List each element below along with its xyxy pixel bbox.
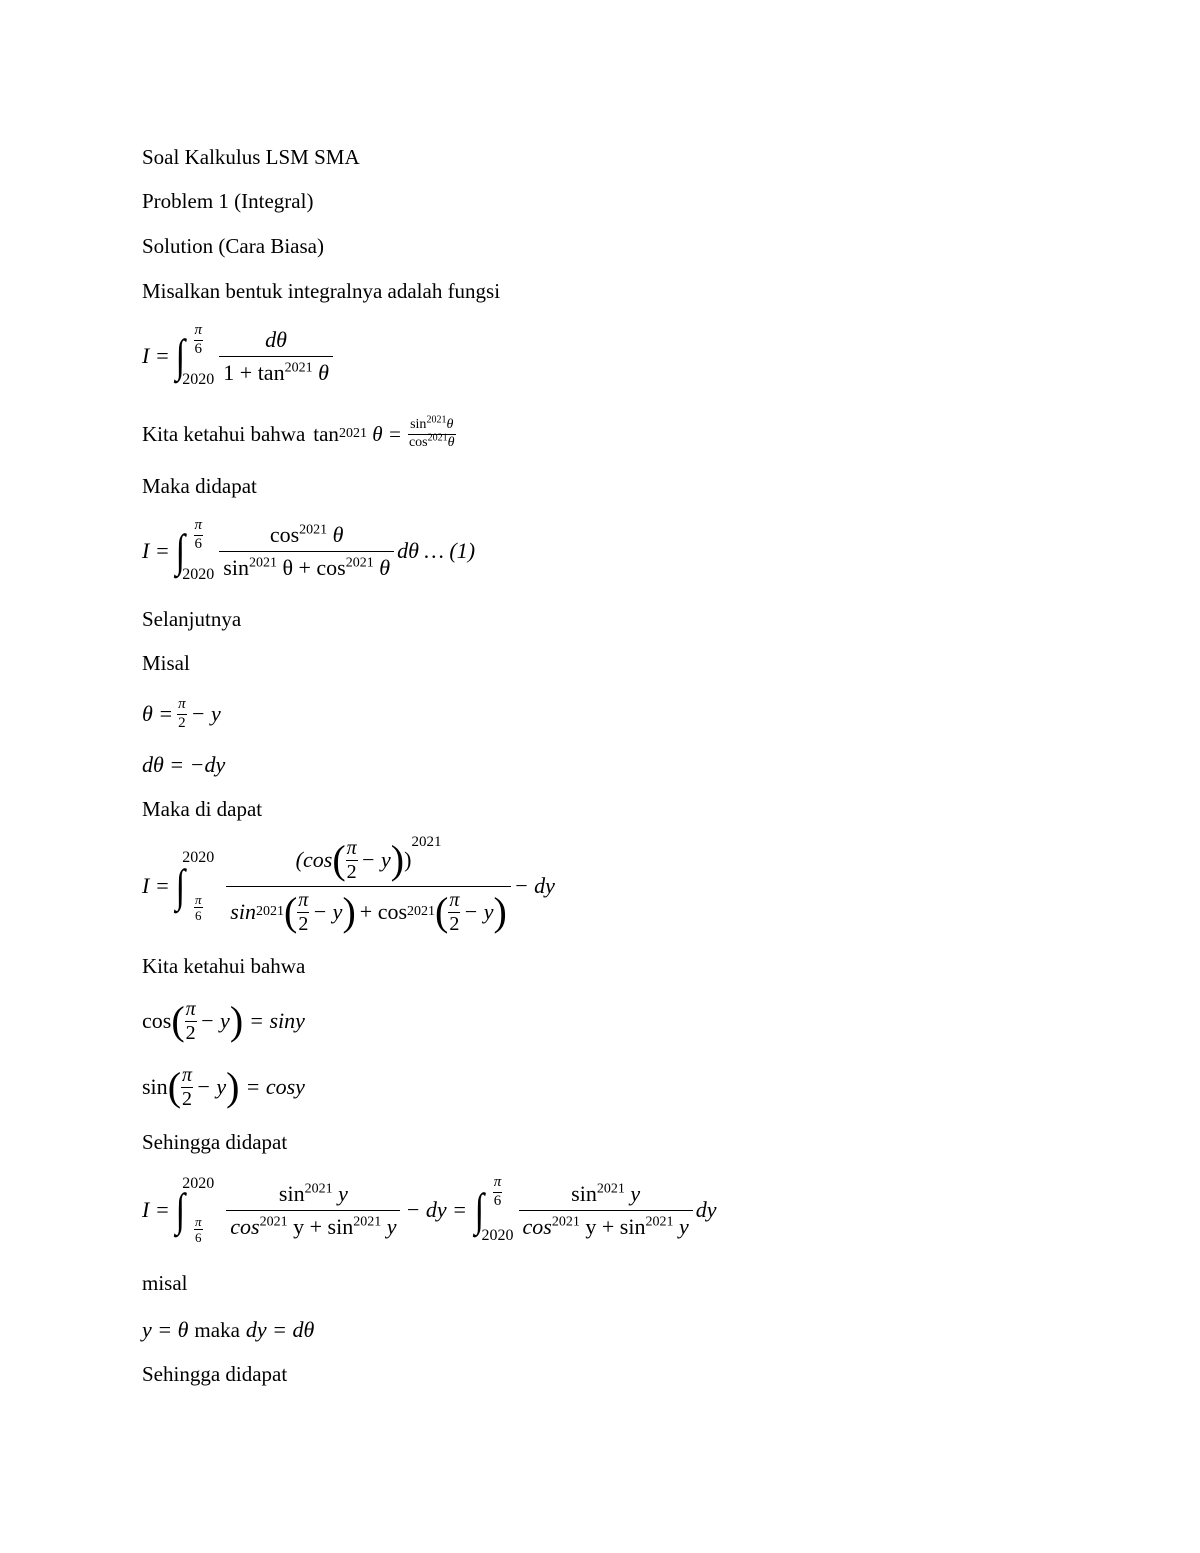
eq3-den-a: sin xyxy=(230,899,256,924)
eq3-num-y: − y xyxy=(360,847,391,872)
sub3-b: maka xyxy=(194,1317,240,1342)
id1-two: 2 xyxy=(185,1021,196,1044)
eq2-lhs: I = xyxy=(142,538,170,563)
tan-lhs-b: θ = xyxy=(372,421,402,446)
id1-fn: cos xyxy=(142,1008,172,1033)
eq3-num-2: 2 xyxy=(346,860,357,883)
sub3-c: dy = dθ xyxy=(245,1317,315,1342)
sehingga-didapat-1: Sehingga didapat xyxy=(142,1130,288,1154)
eq3-den-2: 2 xyxy=(449,912,460,935)
eq2-fraction xyxy=(219,522,394,581)
eq3-fraction: (cos ( π 2 − y ) ) $^{2021}$ sin 2021 ( π 2 − y ) + cos 2021 ( π 2 − y ) xyxy=(226,838,511,935)
eq2-den-exp2: 2021 xyxy=(345,555,374,571)
eq2-num-a: cos xyxy=(269,521,300,547)
tan-den-exp: 2021 xyxy=(427,431,448,443)
eq4-lhs: I = xyxy=(142,1197,170,1222)
kita-ketahui-bahwa-2: Kita ketahui bahwa xyxy=(142,954,306,978)
solution-heading: Solution (Cara Biasa) xyxy=(142,234,324,258)
eq3-den-pi: π xyxy=(449,888,460,911)
equation-4 xyxy=(142,1168,717,1252)
selanjutnya-text: Selanjutnya xyxy=(142,607,242,631)
eq3-num-pi: π xyxy=(346,836,357,859)
eq3-den-plus: + cos xyxy=(359,899,408,924)
eq2-upper-limit: π xyxy=(194,517,203,533)
eq4-den1-b: y + sin xyxy=(293,1213,354,1239)
sub1-fraction xyxy=(177,697,187,732)
misal-text-2: misal xyxy=(142,1271,188,1295)
eq3-num-a: (cos xyxy=(295,847,333,872)
id2-pi: π xyxy=(182,1063,193,1086)
eq4-lower-limit-1: π xyxy=(195,1213,202,1229)
eq4-den2-c: y xyxy=(678,1213,689,1239)
tan-intro-text: Kita ketahui bahwa xyxy=(142,421,306,446)
eq4-num1-exp: 2021 xyxy=(304,1181,333,1197)
eq4-den1-exp2: 2021 xyxy=(353,1214,382,1230)
eq4-lower-den-1: 6 xyxy=(195,1230,202,1246)
misal-text-1: Misal xyxy=(142,651,190,675)
substitution-dtheta: dθ = −dy xyxy=(142,752,226,777)
eq3-num-close: ) xyxy=(404,847,412,872)
eq4-tail: dy xyxy=(695,1197,717,1222)
eq2-num-exp: 2021 xyxy=(299,522,328,538)
eq1-numerator: dθ xyxy=(265,326,287,352)
eq1-lhs: I = xyxy=(142,343,170,368)
eq4-den2-exp2: 2021 xyxy=(645,1214,674,1230)
eq4-den2-b: y + sin xyxy=(585,1213,646,1239)
eq1-den-b: θ xyxy=(318,359,329,385)
eq3-lhs: I = xyxy=(142,873,170,898)
eq4-upper-limit-2: π xyxy=(493,1174,502,1190)
substitution-y-theta xyxy=(142,1315,314,1345)
id2-two: 2 xyxy=(182,1087,193,1110)
tan-identity-line: Kita ketahui bahwa tan 2021 θ = $\frac{\sin^{2021}\theta}{\cos^{2021}\theta}$ xyxy=(142,414,455,450)
eq1-fraction xyxy=(219,327,333,386)
problem-heading: Problem 1 (Integral) xyxy=(142,189,314,213)
eq2-num-b: θ xyxy=(332,521,344,547)
maka-di-dapat: Maka di dapat xyxy=(142,797,263,821)
substitution-theta xyxy=(142,692,221,736)
sub1-den: 2 xyxy=(178,714,186,731)
eq4-den1-exp1: 2021 xyxy=(259,1214,288,1230)
eq4-integral-2: ∫ π 6 2020 xyxy=(474,1174,514,1244)
eq2-den-a: sin xyxy=(223,554,249,580)
identity-sin: sin ( π 2 − y ) = cosy xyxy=(142,1063,305,1110)
sehingga-didapat-2: Sehingga didapat xyxy=(142,1362,288,1386)
eq3-upper-limit: 2020 xyxy=(182,849,215,866)
eq4-num2-exp: 2021 xyxy=(596,1181,625,1197)
eq2-den-exp1: 2021 xyxy=(248,555,277,571)
eq3-integral: ∫ 2020 π 6 xyxy=(175,849,215,924)
eq4-den1-c: y xyxy=(386,1213,397,1239)
eq2-lower-limit: 2020 xyxy=(182,566,215,583)
sub1-num: π xyxy=(178,695,186,712)
eq4-fraction-2 xyxy=(519,1181,693,1240)
intro-text: Misalkan bentuk integralnya adalah fungsi xyxy=(142,279,501,303)
eq3-lower-den: 6 xyxy=(195,908,202,924)
id2-fn: sin xyxy=(142,1074,168,1099)
eq4-mid: − dy = xyxy=(405,1197,467,1222)
eq2-den-c: θ xyxy=(379,554,391,580)
eq2-tail: dθ … (1) xyxy=(397,538,476,563)
tan-num-b: θ xyxy=(446,416,454,432)
eq2-integral: ∫ π 6 2020 xyxy=(175,517,215,583)
tan-den-b: θ xyxy=(447,434,455,450)
tan-num-a: sin xyxy=(410,416,427,432)
eq4-fraction-1 xyxy=(226,1181,400,1240)
eq4-num2-b: y xyxy=(630,1180,641,1206)
eq1-den-exp: 2021 xyxy=(284,360,313,376)
id2-y: − y xyxy=(196,1074,227,1099)
sub3-a: y = θ xyxy=(142,1317,189,1342)
tan-den-a: cos xyxy=(408,434,428,450)
id1-rhs: = siny xyxy=(249,1008,305,1033)
eq4-num1-b: y xyxy=(338,1180,348,1206)
eq4-num2-a: sin xyxy=(571,1180,597,1206)
eq4-upper-limit-1: 2020 xyxy=(182,1175,215,1192)
eq4-num1-a: sin xyxy=(278,1180,305,1206)
tan-fraction xyxy=(408,414,456,450)
tan-num-exp: 2021 xyxy=(426,414,447,426)
eq3-tail: − dy xyxy=(513,873,555,898)
sub1-rhs: − y xyxy=(190,701,221,726)
eq1-den-a: 1 + tan xyxy=(223,359,285,385)
eq2-den-b: θ + cos xyxy=(282,554,346,580)
equation-2 xyxy=(142,513,475,589)
id2-rhs: = cosy xyxy=(245,1074,305,1099)
equation-1 xyxy=(142,318,336,394)
eq4-den1-a: cos xyxy=(230,1213,260,1239)
document-title: Soal Kalkulus LSM SMA xyxy=(142,145,360,169)
eq1-upper-limit: π xyxy=(194,322,203,338)
eq1-integral: ∫ π 6 2020 xyxy=(175,322,215,388)
eq1-upper-den: 6 xyxy=(194,340,203,357)
eq3-den-y: − y xyxy=(463,899,494,924)
eq4-integral-1: ∫ 2020 π 6 xyxy=(175,1175,215,1246)
eq4-upper-den-2: 6 xyxy=(493,1192,502,1209)
id1-pi: π xyxy=(185,997,196,1020)
eq3-lower-limit: π xyxy=(195,891,202,907)
maka-didapat-1: Maka didapat xyxy=(142,474,257,498)
tan-lhs-a: tan xyxy=(313,421,339,446)
eq2-upper-den: 6 xyxy=(194,535,203,552)
eq1-lower-limit: 2020 xyxy=(182,371,215,388)
eq4-den2-exp1: 2021 xyxy=(551,1214,580,1230)
identity-cos: cos ( π 2 − y ) = siny xyxy=(142,997,305,1044)
id1-y: − y xyxy=(199,1008,230,1033)
eq4-den2-a: cos xyxy=(522,1213,552,1239)
eq4-lower-limit-2: 2020 xyxy=(481,1227,514,1244)
sub1-lhs: θ = xyxy=(142,701,174,726)
equation-3 xyxy=(142,836,555,936)
